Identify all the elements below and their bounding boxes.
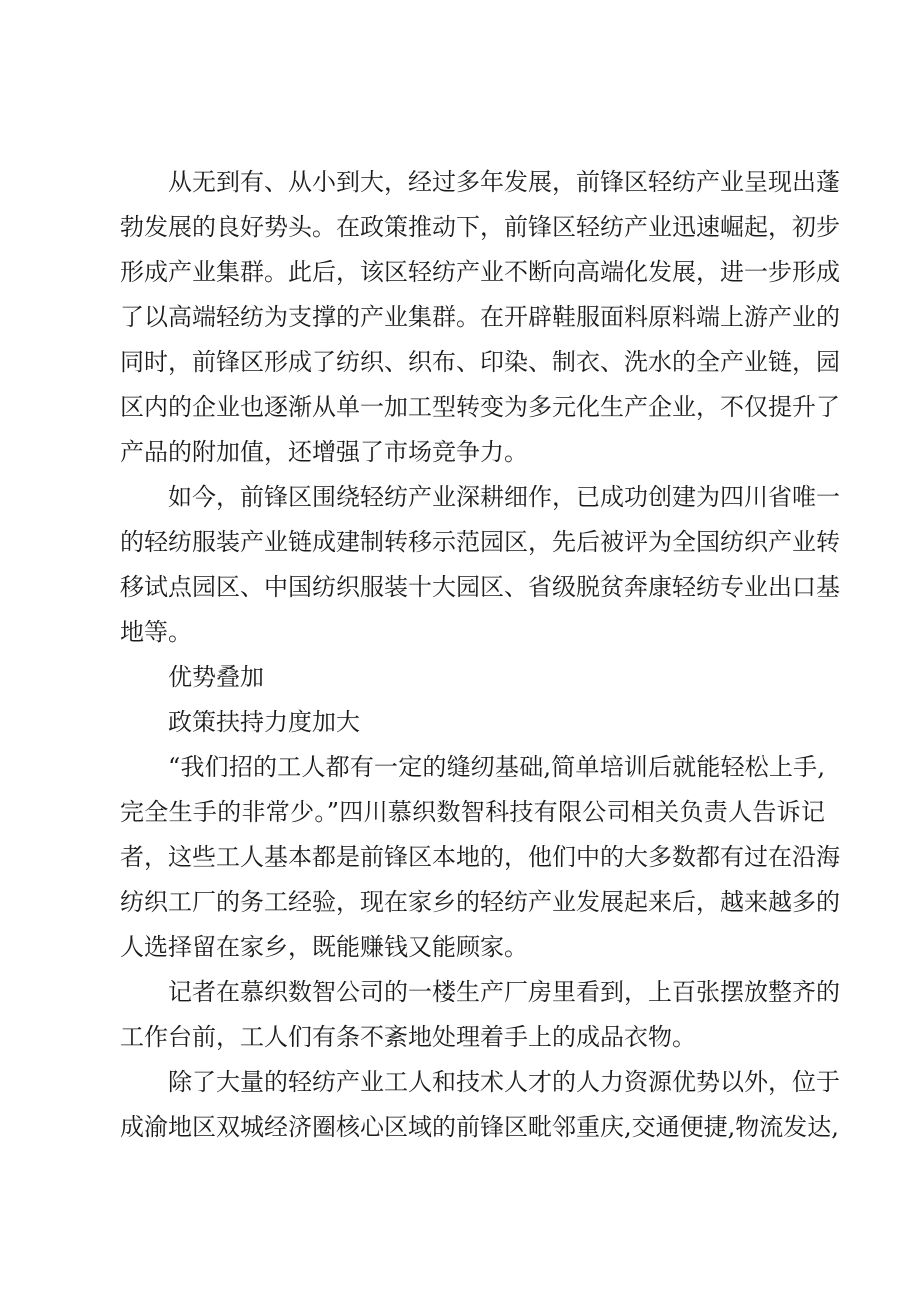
paragraph-quote xyxy=(120,745,840,970)
text-line: “我们招的工人都有一定的缝纫基础,简单培训后就能轻松上手, xyxy=(168,753,825,781)
paragraph-development xyxy=(120,160,840,475)
text-line: 同时，前锋区形成了纺织、织布、印染、制衣、洗水的全产业链，园 xyxy=(120,348,840,376)
text-line: 了以高端轻纺为支撑的产业集群。在开辟鞋服面料原料端上游产业的 xyxy=(120,303,840,331)
text-line: 人选择留在家乡，既能赚钱又能顾家。 xyxy=(120,933,528,961)
text-line: 如今，前锋区围绕轻纺产业深耕细作，已成功创建为四川省唯一 xyxy=(168,483,840,511)
heading-text: 政策扶持力度加大 xyxy=(168,708,360,736)
text-line: 产品的附加值，还增强了市场竞争力。 xyxy=(120,438,528,466)
text-line: 从无到有、从小到大，经过多年发展，前锋区轻纺产业呈现出蓬 xyxy=(168,168,840,196)
text-line: 工作台前，工人们有条不紊地处理着手上的成品衣物。 xyxy=(120,1023,696,1051)
section-heading xyxy=(120,655,825,700)
text-line: 纺织工厂的务工经验，现在家乡的轻纺产业发展起来后，越来越多的 xyxy=(120,888,840,916)
document-body xyxy=(120,160,840,1150)
text-line: 勃发展的良好势头。在政策推动下，前锋区轻纺产业迅速崛起，初步 xyxy=(120,213,840,241)
text-line: 区内的企业也逐渐从单一加工型转变为多元化生产企业，不仅提升了 xyxy=(120,393,840,421)
paragraph-factory xyxy=(120,970,840,1060)
paragraph-advantages xyxy=(120,1060,840,1150)
text-line: 的轻纺服装产业链成建制转移示范园区，先后被评为全国纺织产业转 xyxy=(120,528,840,556)
text-line: 形成产业集群。此后，该区轻纺产业不断向高端化发展，进一步形成 xyxy=(120,258,840,286)
text-line: 者，这些工人基本都是前锋区本地的，他们中的大多数都有过在沿海 xyxy=(120,843,840,871)
text-line: 地等。 xyxy=(120,618,192,646)
text-line: 成渝地区双城经济圈核心区域的前锋区毗邻重庆,交通便捷,物流发达, xyxy=(120,1113,839,1141)
text-line: 移试点园区、中国纺织服装十大园区、省级脱贫奔康轻纺专业出口基 xyxy=(120,573,840,601)
text-line: 记者在慕织数智公司的一楼生产厂房里看到，上百张摆放整齐的 xyxy=(168,978,840,1006)
text-line: 除了大量的轻纺产业工人和技术人才的人力资源优势以外，位于 xyxy=(168,1068,840,1096)
text-line: 完全生手的非常少。”四川慕织数智科技有限公司相关负责人告诉记 xyxy=(120,798,825,826)
paragraph-achievements xyxy=(120,475,840,655)
subsection-heading xyxy=(120,700,825,745)
heading-text: 优势叠加 xyxy=(168,663,264,691)
